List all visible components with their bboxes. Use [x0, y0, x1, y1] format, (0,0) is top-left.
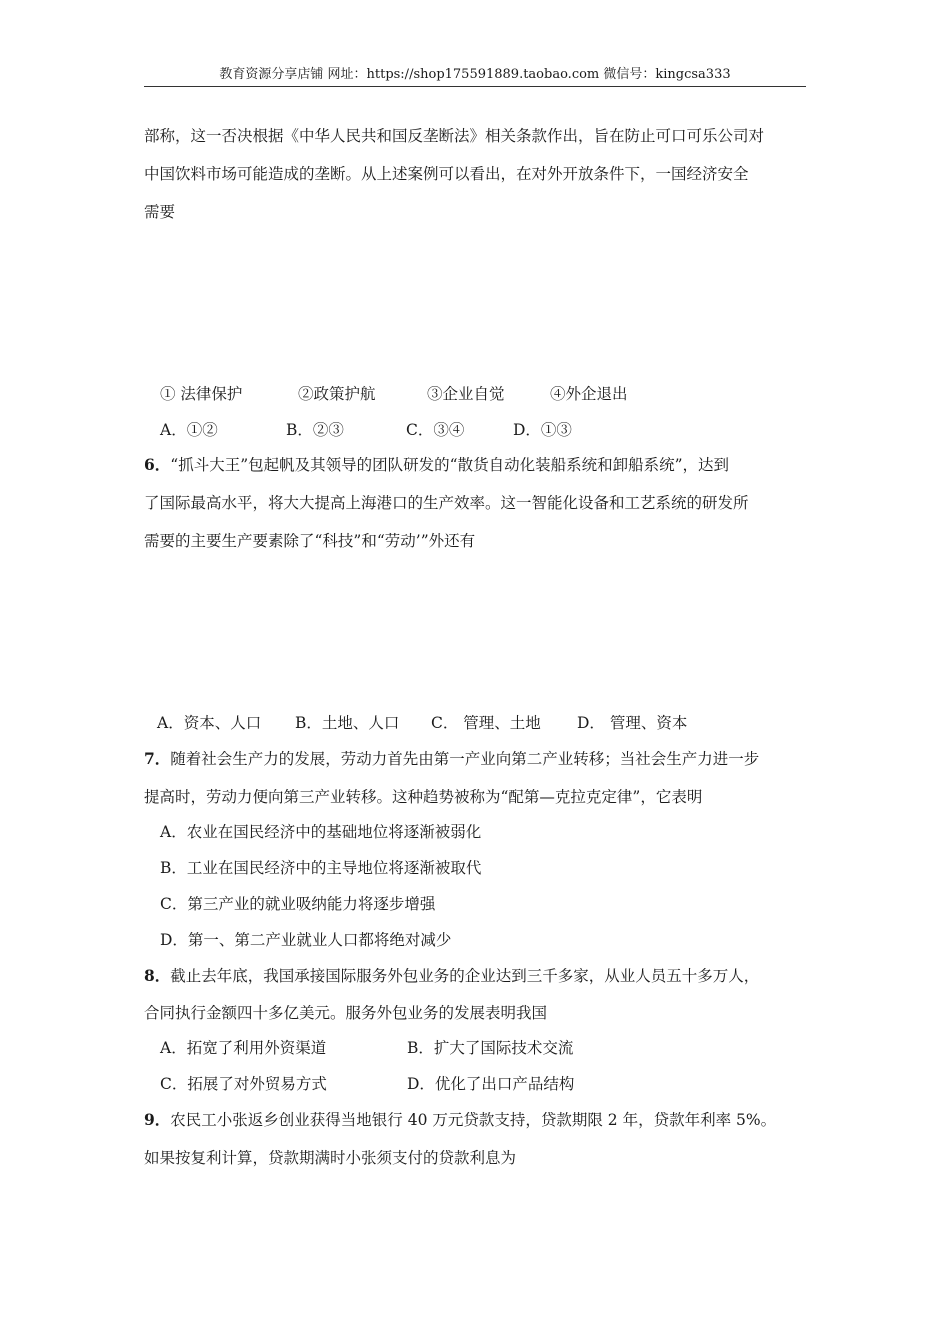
- q5-item-4: ④外企退出: [550, 385, 628, 403]
- q8-option-d: D．优化了出口产品结构: [407, 1075, 575, 1093]
- q5-text-line-3: 需要: [144, 203, 176, 221]
- q8-text-line-1: [144, 965, 759, 987]
- q9-text-line-1: [144, 1109, 776, 1131]
- q5-option-c: C．③④: [406, 421, 465, 439]
- q5-item-3: ③企业自觉: [427, 385, 505, 403]
- page-header: 教育资源分享店铺 网址：https://shop175591889.taobao.com 微信号：kingcsa333: [144, 66, 806, 87]
- q7-text-line-1: [144, 748, 759, 770]
- q5-option-a: A．①②: [160, 421, 218, 439]
- q8-number: 8．: [144, 966, 171, 985]
- q6-option-d: D． 管理、资本: [577, 714, 688, 732]
- q7-line-1-text: 随着社会生产力的发展，劳动力首先由第一产业向第二产业转移；当社会生产力进一步: [170, 750, 760, 768]
- q7-number: 7．: [144, 749, 171, 768]
- q5-option-d: D．①③: [513, 421, 572, 439]
- q6-line-1-text: “抓斗大王”包起帆及其领导的团队研发的“散货自动化装船系统和卸船系统”，达到: [170, 456, 729, 474]
- q8-option-a: A．拓宽了利用外资渠道: [160, 1039, 327, 1057]
- q6-option-b: B．土地、人口: [295, 714, 400, 732]
- q8-line-1-text: 截止去年底，我国承接国际服务外包业务的企业达到三千多家，从业人员五十多万人，: [170, 967, 760, 985]
- q8-option-c: C．拓展了对外贸易方式: [160, 1075, 327, 1093]
- q5-item-2: ②政策护航: [298, 385, 376, 403]
- q5-option-b: B．②③: [286, 421, 344, 439]
- q7-text-line-2: 提高时，劳动力便向第三产业转移。这种趋势被称为“配第—克拉克定律”，它表明: [144, 788, 703, 806]
- q6-text-line-3: 需要的主要生产要素除了“科技”和“劳动’”外还有: [144, 532, 476, 550]
- q5-text-line-2: 中国饮料市场可能造成的垄断。从上述案例可以看出，在对外开放条件下，一国经济安全: [144, 165, 749, 183]
- q7-option-d: D．第一、第二产业就业人口都将绝对减少: [160, 931, 452, 949]
- q6-option-c: C． 管理、土地: [431, 714, 541, 732]
- q6-text-line-2: 了国际最高水平，将大大提高上海港口的生产效率。这一智能化设备和工艺系统的研发所: [144, 494, 749, 512]
- q5-item-1: ① 法律保护: [160, 385, 243, 403]
- q7-option-a: A．农业在国民经济中的基础地位将逐渐被弱化: [160, 823, 482, 841]
- q6-number: 6．: [144, 455, 171, 474]
- q9-line-1-text: 农民工小张返乡创业获得当地银行 40 万元贷款支持，贷款期限 2 年，贷款年利率 5%。: [170, 1111, 777, 1129]
- q5-text-line-1: 部称，这一否决根据《中华人民共和国反垄断法》相关条款作出，旨在防止可口可乐公司对: [144, 127, 765, 145]
- q9-number: 9．: [144, 1110, 171, 1129]
- q9-text-line-2: 如果按复利计算，贷款期满时小张须支付的贷款利息为: [144, 1149, 517, 1167]
- q7-option-b: B．工业在国民经济中的主导地位将逐渐被取代: [160, 859, 482, 877]
- q8-option-b: B．扩大了国际技术交流: [407, 1039, 574, 1057]
- q8-text-line-2: 合同执行金额四十多亿美元。服务外包业务的发展表明我国: [144, 1004, 548, 1022]
- q7-option-c: C．第三产业的就业吸纳能力将逐步增强: [160, 895, 436, 913]
- q6-text-line-1: [144, 454, 729, 476]
- q6-option-a: A．资本、人口: [157, 714, 262, 732]
